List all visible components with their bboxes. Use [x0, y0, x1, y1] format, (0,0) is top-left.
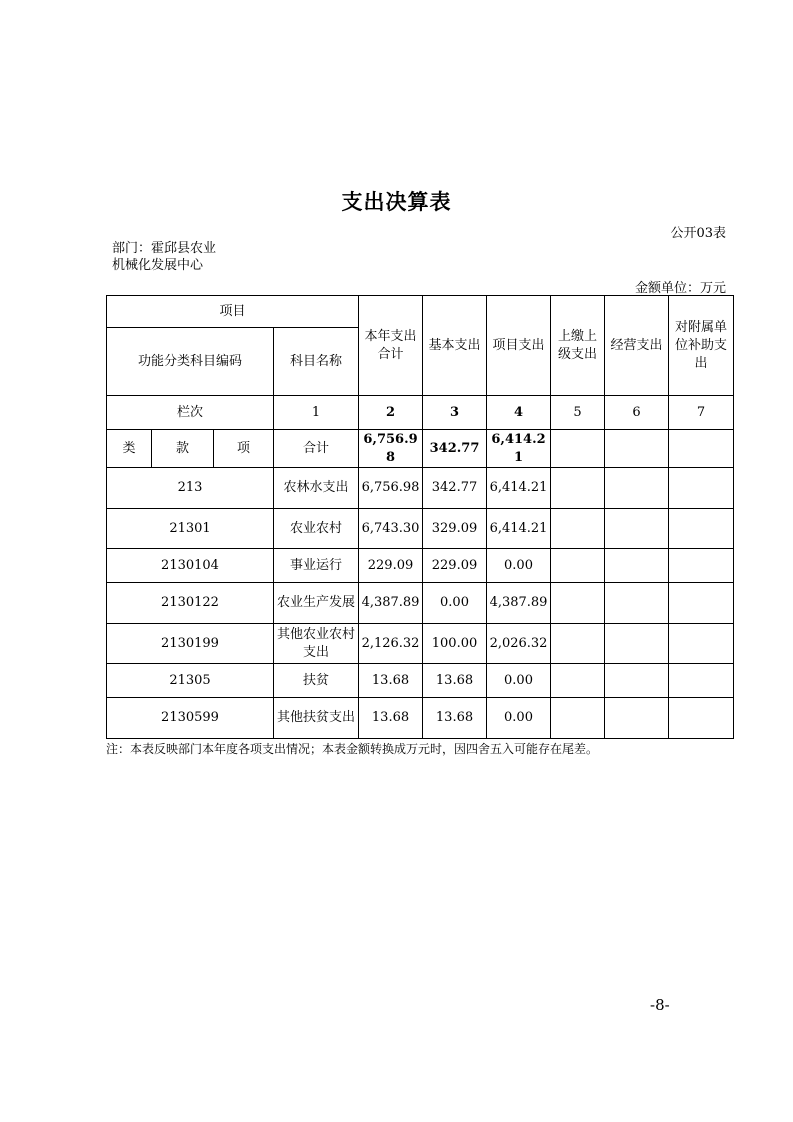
row-code: 2130104	[107, 549, 274, 583]
row-name: 事业运行	[274, 549, 359, 583]
header-kuan: 款	[152, 430, 214, 468]
sum-total: 6,756.98	[359, 430, 423, 468]
row-basic: 342.77	[423, 468, 487, 509]
row-project-exp: 6,414.21	[487, 468, 551, 509]
row-name: 农业农村	[274, 509, 359, 549]
row-business	[605, 549, 669, 583]
row-project-exp: 6,414.21	[487, 509, 551, 549]
row-name: 其他扶贫支出	[274, 698, 359, 739]
header-upper: 上缴上级支出	[551, 296, 605, 396]
row-total: 6,756.98	[359, 468, 423, 509]
row-basic: 229.09	[423, 549, 487, 583]
row-upper	[551, 583, 605, 624]
header-business: 经营支出	[605, 296, 669, 396]
header-func-code: 功能分类科目编码	[107, 328, 274, 396]
row-subsidy	[669, 468, 734, 509]
row-upper	[551, 549, 605, 583]
expenditure-table	[106, 295, 734, 739]
col-num-4: 4	[487, 396, 551, 430]
row-subsidy	[669, 509, 734, 549]
unit-label: 金额单位：万元	[634, 281, 726, 296]
table-row	[107, 549, 734, 583]
col-num-1: 1	[274, 396, 359, 430]
sum-project-exp: 6,414.21	[487, 430, 551, 468]
row-upper	[551, 698, 605, 739]
form-code: 公开03表	[670, 226, 726, 241]
header-total: 本年支出合计	[359, 296, 423, 396]
row-subsidy	[669, 664, 734, 698]
header-column-index: 栏次	[107, 396, 274, 430]
row-project-exp: 0.00	[487, 664, 551, 698]
row-total: 6,743.30	[359, 509, 423, 549]
row-code: 2130599	[107, 698, 274, 739]
sum-subsidy	[669, 430, 734, 468]
row-basic: 100.00	[423, 624, 487, 664]
sum-upper	[551, 430, 605, 468]
row-business	[605, 664, 669, 698]
row-upper	[551, 509, 605, 549]
table-note: 注：本表反映部门本年度各项支出情况；本表金额转换成万元时，因四舍五入可能存在尾差。	[106, 742, 599, 756]
row-business	[605, 468, 669, 509]
row-total: 13.68	[359, 664, 423, 698]
table-row	[107, 624, 734, 664]
page-title: 支出决算表	[341, 190, 452, 214]
row-name: 扶贫	[274, 664, 359, 698]
col-num-5: 5	[551, 396, 605, 430]
table-row	[107, 509, 734, 549]
row-total: 4,387.89	[359, 583, 423, 624]
row-total: 229.09	[359, 549, 423, 583]
sum-label: 合计	[274, 430, 359, 468]
sum-basic: 342.77	[423, 430, 487, 468]
sum-business	[605, 430, 669, 468]
header-basic: 基本支出	[423, 296, 487, 396]
table-row	[107, 583, 734, 624]
col-num-6: 6	[605, 396, 669, 430]
row-business	[605, 509, 669, 549]
row-subsidy	[669, 698, 734, 739]
header-lei: 类	[107, 430, 152, 468]
row-project-exp: 0.00	[487, 549, 551, 583]
row-total: 13.68	[359, 698, 423, 739]
row-project-exp: 0.00	[487, 698, 551, 739]
row-upper	[551, 664, 605, 698]
row-basic: 0.00	[423, 583, 487, 624]
row-subsidy	[669, 583, 734, 624]
row-subsidy	[669, 549, 734, 583]
row-project-exp: 2,026.32	[487, 624, 551, 664]
department-label: 部门：霍邱县农业机械化发展中心	[112, 241, 217, 273]
row-name: 农业生产发展	[274, 583, 359, 624]
row-code: 2130199	[107, 624, 274, 664]
col-num-3: 3	[423, 396, 487, 430]
header-project: 项目	[107, 296, 359, 328]
header-project-exp: 项目支出	[487, 296, 551, 396]
row-code: 213	[107, 468, 274, 509]
row-name: 其他农业农村支出	[274, 624, 359, 664]
row-business	[605, 583, 669, 624]
row-upper	[551, 468, 605, 509]
row-subsidy	[669, 624, 734, 664]
row-code: 21301	[107, 509, 274, 549]
row-basic: 13.68	[423, 664, 487, 698]
col-num-7: 7	[669, 396, 734, 430]
table-row	[107, 468, 734, 509]
row-project-exp: 4,387.89	[487, 583, 551, 624]
row-basic: 13.68	[423, 698, 487, 739]
table-row	[107, 664, 734, 698]
row-code: 2130122	[107, 583, 274, 624]
page-number: -8-	[650, 996, 670, 1014]
header-subsidy: 对附属单位补助支出	[669, 296, 734, 396]
row-business	[605, 698, 669, 739]
row-upper	[551, 624, 605, 664]
row-total: 2,126.32	[359, 624, 423, 664]
header-xiang: 项	[214, 430, 274, 468]
table-row	[107, 698, 734, 739]
row-name: 农林水支出	[274, 468, 359, 509]
row-code: 21305	[107, 664, 274, 698]
row-business	[605, 624, 669, 664]
row-basic: 329.09	[423, 509, 487, 549]
col-num-2: 2	[359, 396, 423, 430]
header-subject-name: 科目名称	[274, 328, 359, 396]
